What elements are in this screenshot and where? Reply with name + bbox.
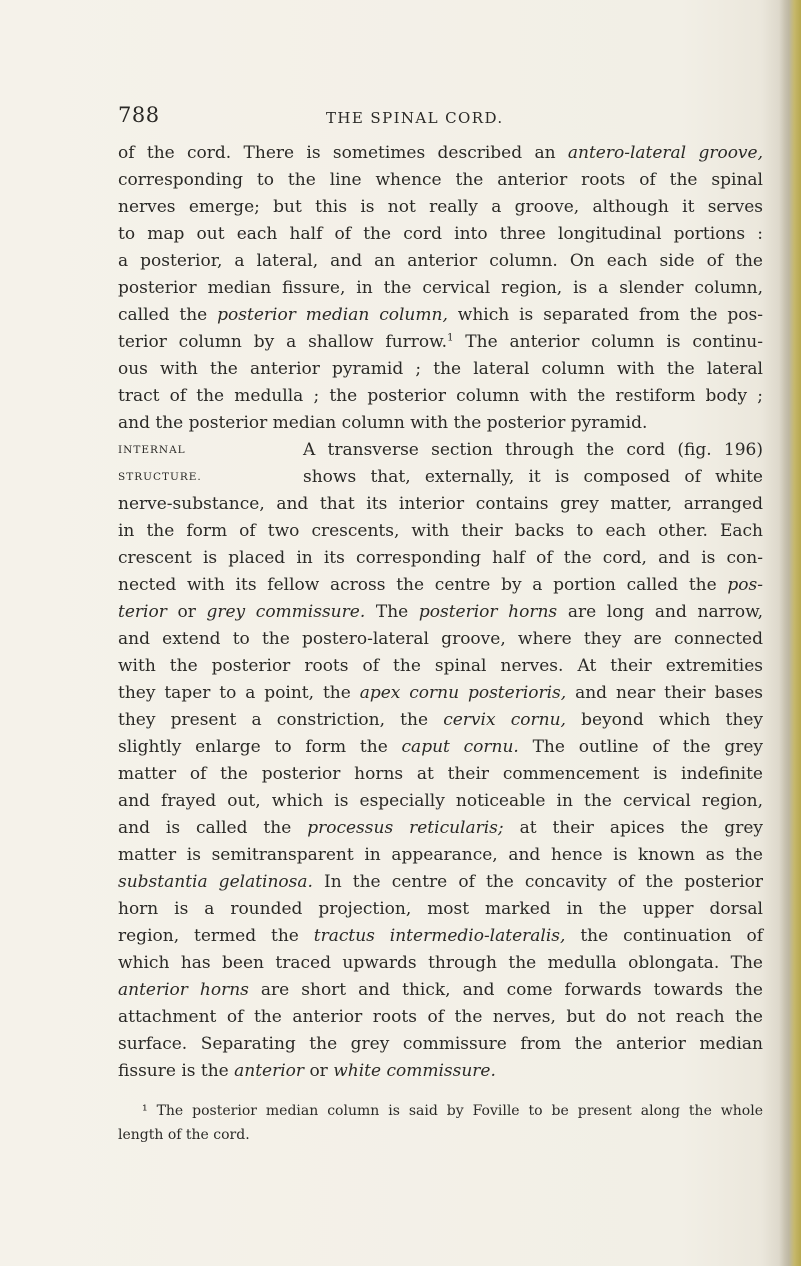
text-line: called the posterior median column, which is separated from the pos- <box>118 305 763 325</box>
text-line-content: A transverse section through the cord (fig. 196) <box>303 440 763 460</box>
margin-sidenote: INTERNAL <box>118 444 186 456</box>
footnotes <box>118 1099 763 1147</box>
italic-term: substantia gelatinosa. <box>118 872 313 892</box>
text-line: a posterior, a lateral, and an anterior column. On each side of the <box>118 251 763 271</box>
text-line: posterior median fissure, in the cervical region, is a slender column, <box>118 278 763 298</box>
text-line: nerves emerge; but this is not really a groove, although it serves <box>118 197 763 217</box>
text-line: terior or grey commissure. The posterior horns are long and narrow, <box>118 602 764 622</box>
text-line: they taper to a point, the apex cornu posterioris, and near their bases <box>118 683 763 703</box>
italic-term: grey commissure. <box>206 602 366 622</box>
text-line: and the posterior median column with the posterior pyramid. <box>118 413 648 433</box>
text-line: and is called the processus reticularis; at their apices the grey <box>118 818 763 838</box>
page-edge-shadow <box>779 0 801 1266</box>
margin-sidenote: STRUCTURE. <box>118 471 202 483</box>
italic-term: processus reticularis; <box>307 818 504 838</box>
italic-term: pos- <box>727 575 763 595</box>
text-line: surface. Separating the grey commissure from the anterior median <box>118 1034 763 1054</box>
text-line: of the cord. There is sometimes described an antero-lateral groove, <box>118 143 763 163</box>
text-line: nected with its fellow across the centre by a portion called the pos- <box>118 575 763 595</box>
text-line-with-sidenote <box>118 437 763 464</box>
italic-term: cervix cornu, <box>443 710 566 730</box>
text-line: substantia gelatinosa. In the centre of the concavity of the posterior <box>118 872 764 892</box>
text-line: and frayed out, which is especially noticeable in the cervical region, <box>118 791 763 811</box>
body-text <box>118 140 763 1085</box>
page-header <box>118 103 740 133</box>
running-title: THE SPINAL CORD. <box>326 109 504 127</box>
text-line: which has been traced upwards through the medulla oblongata. The <box>118 953 763 973</box>
italic-term: anterior <box>234 1061 305 1081</box>
text-line: to map out each half of the cord into three longitudinal portions : <box>118 224 763 244</box>
text-line: and extend to the postero-lateral groove, where they are connected <box>118 629 763 649</box>
text-line: attachment of the anterior roots of the nerves, but do not reach the <box>118 1007 763 1027</box>
text-line: with the posterior roots of the spinal nerves. At their extremities <box>118 656 763 676</box>
page-number: 788 <box>118 103 160 127</box>
text-line: ous with the anterior pyramid ; the lateral column with the lateral <box>118 359 763 379</box>
text-line: corresponding to the line whence the anterior roots of the spinal <box>118 170 763 190</box>
text-line: in the form of two crescents, with their backs to each other. Each <box>118 521 763 541</box>
text-line: crescent is placed in its corresponding half of the cord, and is con- <box>118 548 763 568</box>
text-line: tract of the medulla ; the posterior column with the restiform body ; <box>118 386 763 406</box>
italic-term: apex cornu posterioris, <box>359 683 567 703</box>
text-line-content: shows that, externally, it is composed of white <box>303 467 763 487</box>
footnote-line: length of the cord. <box>118 1127 250 1143</box>
text-line: region, termed the tractus intermedio-lateralis, the continuation of <box>118 926 763 946</box>
text-line: fissure is the anterior or white commissure. <box>118 1061 496 1081</box>
text-line: slightly enlarge to form the caput cornu. The outline of the grey <box>118 737 763 757</box>
footnote-marker: 1 <box>447 332 454 344</box>
text-line: they present a constriction, the cervix cornu, beyond which they <box>118 710 763 730</box>
text-line: anterior horns are short and thick, and come forwards towards the <box>118 980 763 1000</box>
italic-term: white commissure. <box>333 1061 496 1081</box>
footnote-line: ¹ The posterior median column is said by Foville to be present along the whole <box>142 1103 763 1119</box>
text-line: nerve-substance, and that its interior contains grey matter, arranged <box>118 494 763 514</box>
text-line: horn is a rounded projection, most marked in the upper dorsal <box>118 899 763 919</box>
italic-term: posterior median column, <box>217 305 448 325</box>
italic-term: anterior horns <box>118 980 249 1000</box>
italic-term: tractus intermedio-lateralis, <box>313 926 566 946</box>
text-line-with-sidenote <box>118 464 763 491</box>
italic-term: terior <box>118 602 167 622</box>
italic-term: antero-lateral groove, <box>567 143 763 163</box>
text-line: matter is semitransparent in appearance, and hence is known as the <box>118 845 763 865</box>
text-line: terior column by a shallow furrow.$^1$ The anterior column is continu- <box>118 332 763 352</box>
italic-term: caput cornu. <box>401 737 519 757</box>
italic-term: posterior horns <box>418 602 558 622</box>
text-line: matter of the posterior horns at their commencement is indefinite <box>118 764 763 784</box>
